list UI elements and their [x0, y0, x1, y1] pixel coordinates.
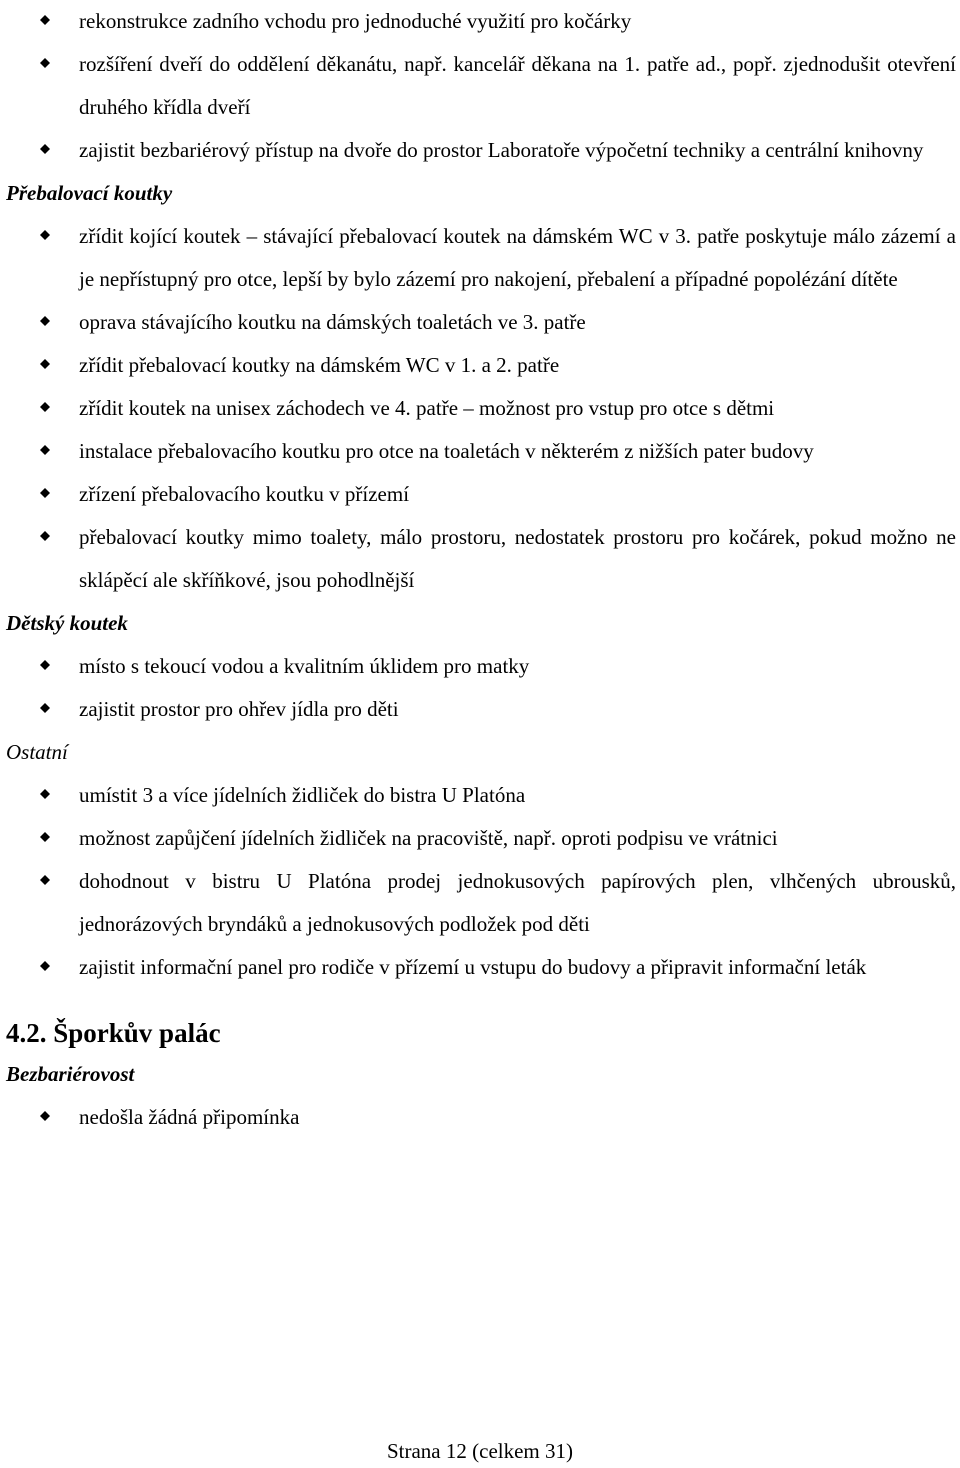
list-item	[0, 946, 960, 989]
list-item	[0, 860, 960, 946]
list-item	[0, 516, 960, 602]
list-item	[0, 1096, 960, 1139]
list-item-text: dohodnout v bistru U Platóna prodej jednokusových papírových plen, vlhčených ubrousků, jednorázových bryndáků a jednokusových podložek pod děti	[79, 869, 956, 936]
subsection-heading: Ostatní	[6, 740, 68, 764]
list-item	[0, 645, 960, 688]
diamond-bullet-icon	[40, 531, 50, 541]
diamond-bullet-icon	[40, 316, 50, 326]
list-item	[0, 129, 960, 172]
diamond-bullet-icon	[40, 1111, 50, 1121]
list-item-text: instalace přebalovacího koutku pro otce na toaletách v některém z nižších pater budovy	[79, 439, 814, 463]
list-item-text: nedošla žádná připomínka	[79, 1105, 300, 1129]
section-title: 4.2. Šporkův palác	[6, 1018, 221, 1048]
diamond-bullet-icon	[40, 230, 50, 240]
list-item-text: zřídit přebalovací koutky na dámském WC v 1. a 2. patře	[79, 353, 560, 377]
list-item	[0, 344, 960, 387]
diamond-bullet-icon	[40, 488, 50, 498]
diamond-bullet-icon	[40, 703, 50, 713]
diamond-bullet-icon	[40, 660, 50, 670]
diamond-bullet-icon	[40, 58, 50, 68]
subsection-heading: Bezbariérovost	[6, 1062, 135, 1086]
spacer	[0, 989, 960, 1013]
list-item-text: zajistit prostor pro ohřev jídla pro děti	[79, 697, 399, 721]
diamond-bullet-icon	[40, 144, 50, 154]
list-item-text: možnost zapůjčení jídelních židliček na pracoviště, např. oproti podpisu ve vrátnici	[79, 826, 778, 850]
page-footer: Strana 12 (celkem 31)	[386, 1439, 574, 1463]
list-item	[0, 215, 960, 301]
list-item	[0, 688, 960, 731]
diamond-bullet-icon	[40, 359, 50, 369]
list-item	[0, 430, 960, 473]
list-item-text: rozšíření dveří do oddělení děkanátu, např. kancelář děkana na 1. patře ad., popř. zjednodušit otevření druhého křídla dveří	[79, 52, 956, 119]
list-item	[0, 0, 960, 43]
list-item-text: zajistit informační panel pro rodiče v přízemí u vstupu do budovy a připravit informační leták	[79, 955, 867, 979]
diamond-bullet-icon	[40, 832, 50, 842]
list-item-text: zajistit bezbariérový přístup na dvoře do prostor Laboratoře výpočetní techniky a centrální knihovny	[79, 138, 924, 162]
list-item-text: zřídit koutek na unisex záchodech ve 4. patře – možnost pro vstup pro otce s dětmi	[79, 396, 775, 420]
list-item	[0, 387, 960, 430]
list-item	[0, 301, 960, 344]
diamond-bullet-icon	[40, 402, 50, 412]
diamond-bullet-icon	[40, 15, 50, 25]
diamond-bullet-icon	[40, 445, 50, 455]
list-item	[0, 43, 960, 129]
subsection-heading: Přebalovací koutky	[6, 181, 173, 205]
list-item-text: přebalovací koutky mimo toalety, málo prostoru, nedostatek prostoru pro kočárek, pokud možno ne sklápěcí ale skříňkové, jsou pohodlnější	[79, 525, 956, 592]
list-item	[0, 817, 960, 860]
list-item	[0, 774, 960, 817]
list-item-text: umístit 3 a více jídelních židliček do bistra U Platóna	[79, 783, 526, 807]
list-item	[0, 473, 960, 516]
list-item-text: rekonstrukce zadního vchodu pro jednoduché využití pro kočárky	[79, 9, 632, 33]
list-item-text: zřízení přebalovacího koutku v přízemí	[79, 482, 410, 506]
diamond-bullet-icon	[40, 961, 50, 971]
subsection-heading: Dětský koutek	[6, 611, 128, 635]
diamond-bullet-icon	[40, 789, 50, 799]
list-item-text: zřídit kojící koutek – stávající přebalovací koutek na dámském WC v 3. patře poskytuje málo zázemí a je nepřístupný pro otce, lepší by bylo zázemí pro nakojení, přebalení a případné popolézání dítěte	[79, 224, 956, 291]
list-item-text: oprava stávajícího koutku na dámských toaletách ve 3. patře	[79, 310, 586, 334]
list-item-text: místo s tekoucí vodou a kvalitním úklidem pro matky	[79, 654, 530, 678]
diamond-bullet-icon	[40, 875, 50, 885]
